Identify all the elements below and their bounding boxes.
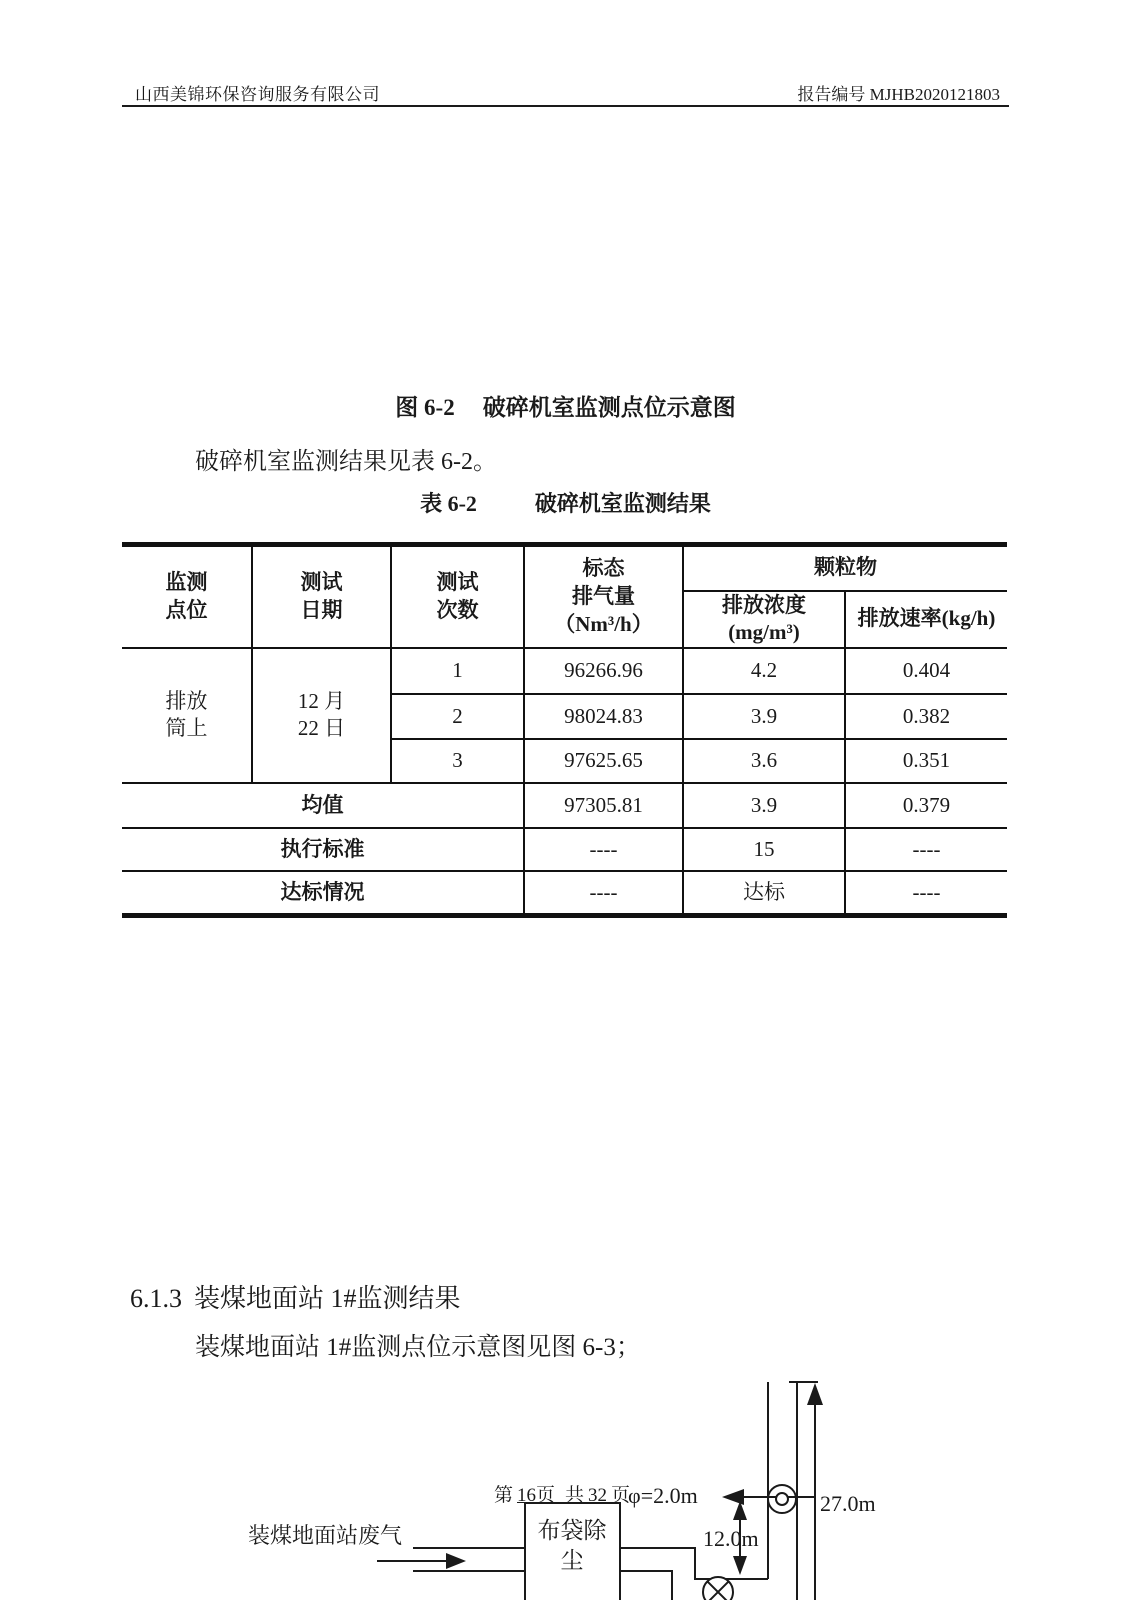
th-standard-flow: 标态 排气量 （Nm³/h）	[524, 545, 683, 648]
duct-to-stack	[620, 1548, 768, 1579]
diameter-left-arrow-icon	[722, 1489, 744, 1505]
section-title: 装煤地面站 1#监测结果	[194, 1284, 461, 1313]
td-rate: 0.404	[845, 648, 1007, 694]
figure-caption-label: 图 6-2	[395, 395, 455, 420]
td-mean-label: 均值	[122, 783, 524, 828]
th-emission-concentration: 排放浓度 (mg/m³)	[683, 591, 845, 648]
th-particulate-group: 颗粒物	[683, 545, 1007, 591]
waste-gas-label: 装煤地面站废气	[248, 1523, 403, 1548]
figure-caption-title: 破碎机室监测点位示意图	[482, 395, 736, 420]
table-caption-label: 表 6-2	[420, 491, 477, 516]
th-test-date: 测试 日期	[252, 545, 391, 648]
diameter-label: φ=2.0m	[628, 1483, 698, 1508]
table-row-compliance	[122, 871, 1007, 916]
dust-collector-label-line1: 布袋除	[537, 1518, 607, 1543]
td-compliance-rate: ----	[845, 871, 1007, 916]
td-rate: 0.351	[845, 739, 1007, 783]
table-caption-title: 破碎机室监测结果	[534, 491, 711, 516]
td-standard-flow: ----	[524, 828, 683, 871]
paragraph-table-reference: 破碎机室监测结果见表 6-2。	[195, 449, 497, 475]
td-conc: 3.6	[683, 739, 845, 783]
dim-12m-up-arrow-icon	[733, 1501, 747, 1520]
figure-6-3-diagram	[0, 1350, 1131, 1600]
td-test-date: 12 月 22 日	[252, 648, 391, 783]
header-report-number: 报告编号 MJHB2020121803	[797, 85, 1000, 104]
td-conc: 3.9	[683, 694, 845, 739]
th-monitor-point: 监测 点位	[122, 545, 252, 648]
stack-height-label: 27.0m	[820, 1491, 876, 1516]
td-compliance-conc: 达标	[683, 871, 845, 916]
dust-collector-label-line2: 尘	[560, 1548, 584, 1573]
td-standard-conc: 15	[683, 828, 845, 871]
paragraph-figure-reference: 装煤地面站 1#监测点位示意图见图 6-3；	[195, 1334, 641, 1361]
td-flow: 97625.65	[524, 739, 683, 783]
td-conc: 4.2	[683, 648, 845, 694]
fan-icon	[703, 1577, 733, 1600]
td-mean-flow: 97305.81	[524, 783, 683, 828]
section-heading-6-1-3	[130, 1278, 461, 1315]
th-test-number: 测试 次数	[391, 545, 524, 648]
td-run-no: 3	[391, 739, 524, 783]
td-mean-conc: 3.9	[683, 783, 845, 828]
td-standard-label: 执行标准	[122, 828, 524, 871]
td-monitor-point: 排放 筒上	[122, 648, 252, 783]
monitoring-results-table-wrap	[122, 542, 1007, 918]
header-company: 山西美锦环保咨询服务有限公司	[135, 85, 380, 104]
td-flow: 96266.96	[524, 648, 683, 694]
table-6-2-caption	[0, 487, 1131, 518]
td-mean-rate: 0.379	[845, 783, 1007, 828]
monitoring-results-table	[122, 542, 1007, 918]
td-compliance-flow: ----	[524, 871, 683, 916]
table-row-standard	[122, 828, 1007, 871]
section-number: 6.1.3	[130, 1284, 182, 1313]
duct-to-fan	[620, 1571, 672, 1600]
td-run-no: 1	[391, 648, 524, 694]
table-row-mean	[122, 783, 1007, 828]
dim-12m-down-arrow-icon	[733, 1556, 747, 1575]
page-number: 第 16页 共 32 页	[494, 1485, 631, 1506]
td-flow: 98024.83	[524, 694, 683, 739]
td-compliance-label: 达标情况	[122, 871, 524, 916]
td-run-no: 2	[391, 694, 524, 739]
sampling-port-inner-icon	[776, 1493, 788, 1505]
port-height-label: 12.0m	[703, 1526, 759, 1551]
td-standard-rate: ----	[845, 828, 1007, 871]
figure-6-2-caption	[0, 389, 1131, 422]
header-rule	[122, 105, 1009, 107]
th-emission-rate: 排放速率(kg/h)	[845, 591, 1007, 648]
table-row	[122, 648, 1007, 694]
dim-27m-up-arrow-icon	[807, 1383, 823, 1405]
td-rate: 0.382	[845, 694, 1007, 739]
inlet-flow-arrow-icon	[446, 1553, 466, 1569]
